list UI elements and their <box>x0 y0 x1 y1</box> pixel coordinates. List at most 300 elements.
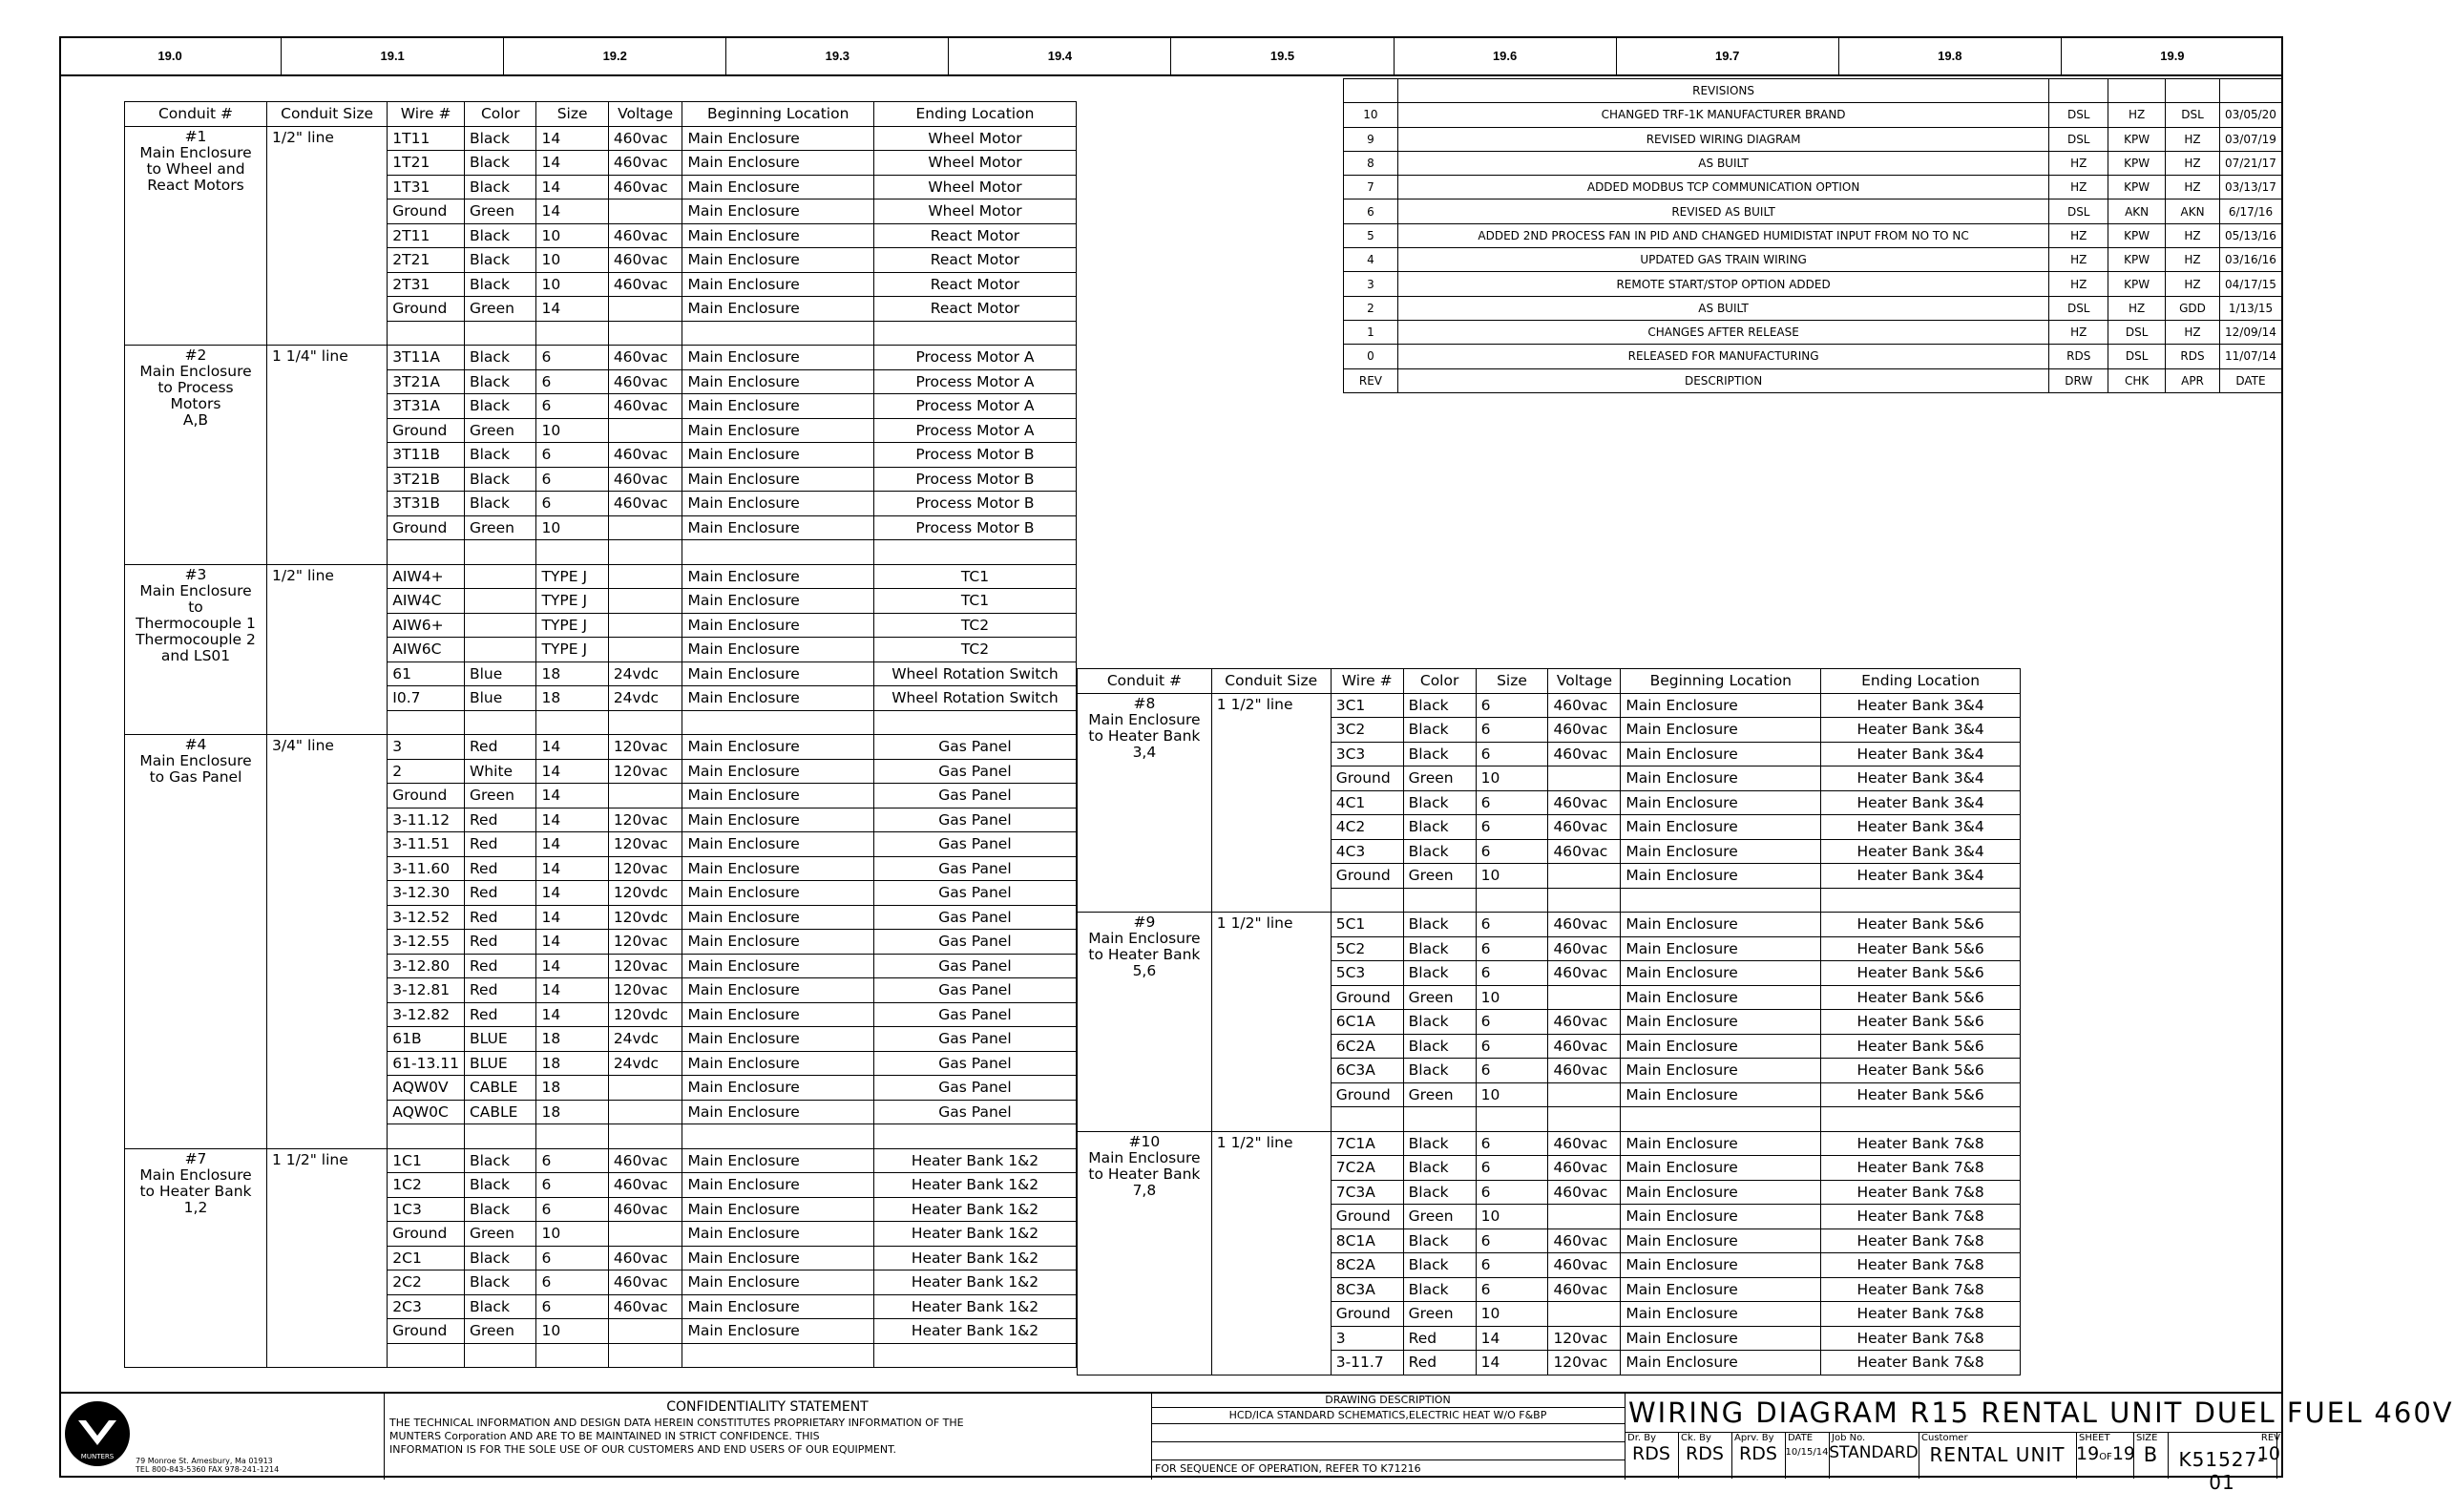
beginning-location: Main Enclosure <box>1621 718 1821 743</box>
beginning-location: Main Enclosure <box>1621 815 1821 840</box>
beginning-location: Main Enclosure <box>682 467 873 492</box>
wire-number: 4C1 <box>1331 790 1403 815</box>
confidentiality-title: CONFIDENTIALITY STATEMENT <box>666 1399 869 1415</box>
revision-row <box>1344 320 2282 344</box>
wire-voltage <box>608 321 682 346</box>
wire-color: Blue <box>464 662 535 686</box>
job-number-label: Job No. <box>1832 1433 1866 1443</box>
wire-voltage <box>1548 888 1621 913</box>
ending-location: Process Motor A <box>873 346 1076 370</box>
rev-checked: KPW <box>2108 223 2166 247</box>
rev-number: 6 <box>1344 200 1398 223</box>
conduit-label: #1 Main Enclosure to Wheel and React Motors <box>125 126 267 346</box>
wire-size: TYPE J <box>536 564 608 589</box>
wire-voltage: 460vac <box>1548 1277 1621 1302</box>
ending-location: Gas Panel <box>873 1002 1076 1027</box>
ending-location: Heater Bank 1&2 <box>873 1319 1076 1344</box>
beginning-location: Main Enclosure <box>1621 985 1821 1010</box>
wire-size: 6 <box>536 1270 608 1295</box>
conduit-label: #10 Main Enclosure to Heater Bank 7,8 <box>1078 1131 1212 1375</box>
wire-color <box>1403 888 1476 913</box>
wire-voltage <box>608 200 682 224</box>
wire-voltage <box>608 1100 682 1124</box>
wire-color: Black <box>1403 1228 1476 1253</box>
wire-size: 14 <box>536 808 608 832</box>
rev-date: 03/07/19 <box>2219 127 2281 151</box>
beginning-location: Main Enclosure <box>682 1002 873 1027</box>
wire-number: 3-12.55 <box>388 930 465 955</box>
conduit-size: 1 1/2" line <box>1211 1131 1331 1375</box>
rev-approved: RDS <box>2166 345 2220 368</box>
wire-number: 6C3A <box>1331 1059 1403 1083</box>
wire-size <box>536 321 608 346</box>
wire-color: Black <box>1403 815 1476 840</box>
rev-approved: AKN <box>2166 200 2220 223</box>
wire-color: Black <box>464 1197 535 1222</box>
beginning-location: Main Enclosure <box>682 1197 873 1222</box>
table-row <box>125 346 1077 370</box>
ending-location: Gas Panel <box>873 808 1076 832</box>
wire-number: 5C2 <box>1331 936 1403 961</box>
revision-row <box>1344 151 2282 175</box>
rev-checked: KPW <box>2108 151 2166 175</box>
ending-location: Heater Bank 1&2 <box>873 1246 1076 1270</box>
wire-size: 6 <box>536 443 608 468</box>
wire-voltage: 460vac <box>608 126 682 151</box>
wire-number: 2 <box>388 759 465 784</box>
wire-color: Red <box>464 832 535 857</box>
beginning-location: Main Enclosure <box>682 589 873 614</box>
beginning-location: Main Enclosure <box>682 1051 873 1076</box>
wire-number <box>388 1343 465 1368</box>
wire-size: 14 <box>536 784 608 808</box>
header-ending-location: Ending Location <box>873 102 1076 127</box>
ending-location: React Motor <box>873 272 1076 297</box>
conduit-size: 1/2" line <box>266 126 387 346</box>
beginning-location: Main Enclosure <box>1621 1351 1821 1376</box>
wire-size: 14 <box>536 200 608 224</box>
beginning-location: Main Enclosure <box>682 881 873 906</box>
revision-row <box>1344 127 2282 151</box>
beginning-location: Main Enclosure <box>682 200 873 224</box>
ending-location: Gas Panel <box>873 1100 1076 1124</box>
ending-location: React Motor <box>873 248 1076 273</box>
wire-color: Red <box>464 905 535 930</box>
ending-location: TC2 <box>873 638 1076 662</box>
wire-color <box>464 589 535 614</box>
ending-location: Heater Bank 5&6 <box>1821 913 2021 937</box>
wire-voltage: 120vac <box>608 856 682 881</box>
beginning-location: Main Enclosure <box>1621 1034 1821 1059</box>
zone-label: 19.1 <box>282 36 504 74</box>
wire-size: 18 <box>536 1051 608 1076</box>
rev-number: 5 <box>1344 223 1398 247</box>
ending-location: Wheel Motor <box>873 175 1076 200</box>
wire-color: Green <box>464 784 535 808</box>
approved-by-value: RDS <box>1739 1443 1777 1464</box>
beginning-location: Main Enclosure <box>682 515 873 540</box>
table-row <box>125 735 1077 760</box>
ending-location: Heater Bank 3&4 <box>1821 742 2021 766</box>
ending-location: Gas Panel <box>873 1076 1076 1101</box>
wire-voltage: 460vac <box>1548 1131 1621 1156</box>
revision-row <box>1344 103 2282 127</box>
beginning-location: Main Enclosure <box>682 1294 873 1319</box>
wire-voltage: 460vac <box>608 1173 682 1198</box>
conduit-size: 1/2" line <box>266 564 387 735</box>
beginning-location: Main Enclosure <box>1621 790 1821 815</box>
ending-location: Process Motor B <box>873 492 1076 516</box>
wire-size: 10 <box>536 418 608 443</box>
beginning-location: Main Enclosure <box>682 151 873 176</box>
ending-location: Gas Panel <box>873 759 1076 784</box>
checked-by-value: RDS <box>1686 1443 1724 1464</box>
wire-number: 3-11.12 <box>388 808 465 832</box>
wire-size <box>1476 888 1548 913</box>
wire-color: Black <box>1403 961 1476 986</box>
ending-location: Heater Bank 7&8 <box>1821 1228 2021 1253</box>
wire-color: Black <box>1403 1277 1476 1302</box>
wire-size: 6 <box>1476 1228 1548 1253</box>
wire-voltage <box>1548 1302 1621 1327</box>
wire-size: 6 <box>1476 718 1548 743</box>
drawn-by-label: Dr. By <box>1627 1433 1657 1443</box>
beginning-location: Main Enclosure <box>1621 1228 1821 1253</box>
wire-color: BLUE <box>464 1027 535 1052</box>
wire-color: Green <box>1403 1082 1476 1107</box>
ending-location: Process Motor B <box>873 515 1076 540</box>
wire-size <box>536 710 608 735</box>
wire-color <box>464 613 535 638</box>
rev-approved: DSL <box>2166 103 2220 127</box>
wire-voltage: 120vac <box>608 930 682 955</box>
ending-location: Gas Panel <box>873 735 1076 760</box>
beginning-location: Main Enclosure <box>682 297 873 322</box>
wire-size: 6 <box>536 492 608 516</box>
beginning-location: Main Enclosure <box>682 978 873 1003</box>
rev-value: 10 <box>2256 1443 2280 1464</box>
wire-size: 6 <box>536 394 608 419</box>
rev-date: 11/07/14 <box>2219 345 2281 368</box>
wire-size: 14 <box>536 832 608 857</box>
wire-size <box>536 1343 608 1368</box>
rev-checked: AKN <box>2108 200 2166 223</box>
ending-location: Heater Bank 7&8 <box>1821 1205 2021 1229</box>
wire-number: AIW6+ <box>388 613 465 638</box>
rev-drawn: DSL <box>2049 296 2108 320</box>
rev-date: 03/16/16 <box>2219 248 2281 272</box>
ending-location: Heater Bank 5&6 <box>1821 961 2021 986</box>
wire-voltage: 460vac <box>1548 1034 1621 1059</box>
conduit-label: #9 Main Enclosure to Heater Bank 5,6 <box>1078 913 1212 1132</box>
rev-number: 9 <box>1344 127 1398 151</box>
beginning-location: Main Enclosure <box>682 613 873 638</box>
wire-color <box>464 321 535 346</box>
ending-location: Heater Bank 1&2 <box>873 1148 1076 1173</box>
wire-size: 6 <box>1476 1010 1548 1035</box>
wire-color: Red <box>464 930 535 955</box>
wire-color: Black <box>464 223 535 248</box>
wire-color: Black <box>464 394 535 419</box>
wire-size <box>1476 1107 1548 1132</box>
wire-number: 8C3A <box>1331 1277 1403 1302</box>
ending-location: Heater Bank 1&2 <box>873 1197 1076 1222</box>
beginning-location: Main Enclosure <box>682 346 873 370</box>
wire-color: Green <box>464 515 535 540</box>
wire-size: 6 <box>1476 1059 1548 1083</box>
beginning-location <box>682 321 873 346</box>
wire-voltage: 460vac <box>608 175 682 200</box>
wire-color: Black <box>1403 1180 1476 1205</box>
rev-label: REV <box>2260 1433 2280 1443</box>
beginning-location: Main Enclosure <box>682 954 873 978</box>
wire-voltage: 120vac <box>608 759 682 784</box>
sheet-label: SHEET <box>2079 1433 2110 1443</box>
wire-color: Green <box>1403 766 1476 791</box>
wire-number: 3-12.30 <box>388 881 465 906</box>
wire-size: 6 <box>1476 815 1548 840</box>
ending-location: Heater Bank 3&4 <box>1821 718 2021 743</box>
wire-number: 3T11A <box>388 346 465 370</box>
beginning-location <box>682 1343 873 1368</box>
sequence-reference: FOR SEQUENCE OF OPERATION, REFER TO K71216 <box>1155 1462 1421 1475</box>
conduit-label: #2 Main Enclosure to Process Motors A,B <box>125 346 267 565</box>
ending-location: Wheel Motor <box>873 151 1076 176</box>
wire-size: 6 <box>536 1173 608 1198</box>
wire-number: 1C2 <box>388 1173 465 1198</box>
rev-checked: HZ <box>2108 296 2166 320</box>
wire-color: Black <box>1403 913 1476 937</box>
wire-number: Ground <box>1331 1082 1403 1107</box>
wire-color: Black <box>464 248 535 273</box>
wire-number: 3 <box>1331 1326 1403 1351</box>
wire-voltage <box>608 1222 682 1247</box>
wire-color: Green <box>464 1319 535 1344</box>
rev-description: CHANGES AFTER RELEASE <box>1397 320 2048 344</box>
beginning-location: Main Enclosure <box>1621 1059 1821 1083</box>
ending-location: TC1 <box>873 564 1076 589</box>
wire-number: 4C2 <box>1331 815 1403 840</box>
wire-voltage <box>608 418 682 443</box>
wire-number: 3-12.82 <box>388 1002 465 1027</box>
ending-location: Heater Bank 1&2 <box>873 1270 1076 1295</box>
conduit-size: 3/4" line <box>266 735 387 1149</box>
ending-location: Gas Panel <box>873 1051 1076 1076</box>
ending-location: Gas Panel <box>873 1027 1076 1052</box>
wire-voltage: 460vac <box>1548 1010 1621 1035</box>
beginning-location: Main Enclosure <box>682 223 873 248</box>
wire-color: White <box>464 759 535 784</box>
wire-color: Green <box>1403 864 1476 889</box>
size-label: SIZE <box>2136 1433 2158 1443</box>
wire-size: 6 <box>1476 1253 1548 1278</box>
beginning-location <box>682 540 873 565</box>
wire-color: Blue <box>464 686 535 711</box>
wire-number: 7C1A <box>1331 1131 1403 1156</box>
ending-location: Process Motor B <box>873 443 1076 468</box>
revisions-title: REVISIONS <box>1397 79 2048 103</box>
wire-voltage <box>608 1319 682 1344</box>
header-beginning-location: Beginning Location <box>1621 669 1821 694</box>
beginning-location <box>1621 888 1821 913</box>
rev-description: UPDATED GAS TRAIN WIRING <box>1397 248 2048 272</box>
wire-voltage <box>1548 985 1621 1010</box>
ending-location: Gas Panel <box>873 856 1076 881</box>
wire-color: Black <box>1403 1156 1476 1181</box>
rev-date: 03/13/17 <box>2219 176 2281 200</box>
drawing-description <box>1151 1394 1626 1480</box>
header-ending-location: Ending Location <box>1821 669 2021 694</box>
wire-color: Black <box>1403 1034 1476 1059</box>
conduit-label: #4 Main Enclosure to Gas Panel <box>125 735 267 1149</box>
header-wire: Wire # <box>388 102 465 127</box>
wire-color: Black <box>464 369 535 394</box>
wire-voltage <box>608 589 682 614</box>
wire-voltage: 120vac <box>1548 1351 1621 1376</box>
ending-location: Process Motor B <box>873 467 1076 492</box>
wire-number: 61B <box>388 1027 465 1052</box>
wire-voltage: 460vac <box>608 1148 682 1173</box>
wire-size: 14 <box>536 930 608 955</box>
ending-location: Process Motor A <box>873 394 1076 419</box>
revisions-table <box>1343 78 2282 393</box>
ending-location: React Motor <box>873 297 1076 322</box>
beginning-location: Main Enclosure <box>1621 1326 1821 1351</box>
conduit-label: #7 Main Enclosure to Heater Bank 1,2 <box>125 1148 267 1368</box>
rev-description: RELEASED FOR MANUFACTURING <box>1397 345 2048 368</box>
rev-drawn: HZ <box>2049 248 2108 272</box>
rev-approved: HZ <box>2166 127 2220 151</box>
beginning-location: Main Enclosure <box>682 1246 873 1270</box>
approved-by-label: Aprv. By <box>1734 1433 1774 1443</box>
description-title: DRAWING DESCRIPTION <box>1151 1394 1625 1408</box>
wire-voltage: 460vac <box>1548 790 1621 815</box>
wire-size: 6 <box>1476 1131 1548 1156</box>
ending-location: Heater Bank 7&8 <box>1821 1131 2021 1156</box>
wire-number: 3-12.52 <box>388 905 465 930</box>
wire-voltage: 460vac <box>608 272 682 297</box>
wire-color: Black <box>464 1270 535 1295</box>
rev-drawn: DSL <box>2049 200 2108 223</box>
wire-size: 10 <box>1476 1082 1548 1107</box>
ending-location: Heater Bank 5&6 <box>1821 985 2021 1010</box>
wire-color: Red <box>464 881 535 906</box>
zone-label: 19.7 <box>1617 36 1839 74</box>
rev-description: REMOTE START/STOP OPTION ADDED <box>1397 272 2048 296</box>
wire-color: Red <box>464 1002 535 1027</box>
rev-drawn: HZ <box>2049 272 2108 296</box>
customer-label: Customer <box>1921 1433 1968 1443</box>
wire-color: Green <box>464 418 535 443</box>
beginning-location: Main Enclosure <box>682 1319 873 1344</box>
wire-number: Ground <box>1331 985 1403 1010</box>
logo-text: MUNTERS <box>80 1453 115 1460</box>
ending-location: Gas Panel <box>873 832 1076 857</box>
beginning-location: Main Enclosure <box>682 638 873 662</box>
table-row <box>1078 693 2021 718</box>
wire-voltage: 460vac <box>608 1197 682 1222</box>
ending-location: Heater Bank 7&8 <box>1821 1302 2021 1327</box>
table-row <box>1078 913 2021 937</box>
beginning-location: Main Enclosure <box>682 369 873 394</box>
beginning-location: Main Enclosure <box>682 564 873 589</box>
description-line: HCD/ICA STANDARD SCHEMATICS,ELECTRIC HEAT W/O F&BP <box>1151 1408 1625 1424</box>
zone-ruler <box>59 36 2283 76</box>
wire-size: 6 <box>1476 1180 1548 1205</box>
rev-description: REVISED WIRING DIAGRAM <box>1397 127 2048 151</box>
revision-row <box>1344 248 2282 272</box>
wire-size: 14 <box>1476 1326 1548 1351</box>
wire-number: Ground <box>388 1222 465 1247</box>
wire-color: Black <box>1403 693 1476 718</box>
rev-approved: HZ <box>2166 176 2220 200</box>
rev-footer-rev: REV <box>1344 368 1398 392</box>
ending-location: Heater Bank 3&4 <box>1821 864 2021 889</box>
wire-number: Ground <box>388 200 465 224</box>
ending-location: Gas Panel <box>873 954 1076 978</box>
beginning-location: Main Enclosure <box>682 248 873 273</box>
wire-size: 6 <box>536 1148 608 1173</box>
wire-size: 14 <box>536 881 608 906</box>
wire-voltage: 460vac <box>608 467 682 492</box>
ending-location: Heater Bank 3&4 <box>1821 766 2021 791</box>
wire-number: 3C1 <box>1331 693 1403 718</box>
wire-number: 1C1 <box>388 1148 465 1173</box>
title-block <box>59 1392 2454 1494</box>
wire-color: Black <box>464 1148 535 1173</box>
drawn-by-value: RDS <box>1632 1443 1670 1464</box>
wire-voltage: 24vdc <box>608 686 682 711</box>
wire-voltage: 460vac <box>608 151 682 176</box>
beginning-location: Main Enclosure <box>1621 1302 1821 1327</box>
munters-logo-icon <box>59 1397 136 1474</box>
wire-color: Black <box>464 1294 535 1319</box>
customer-value: RENTAL UNIT <box>1929 1443 2066 1466</box>
beginning-location: Main Enclosure <box>682 662 873 686</box>
wire-color <box>464 564 535 589</box>
wire-size: 14 <box>536 297 608 322</box>
wire-voltage: 120vac <box>1548 1326 1621 1351</box>
wire-table-right <box>1077 668 2021 1376</box>
wire-voltage <box>608 1343 682 1368</box>
rev-drawn: HZ <box>2049 223 2108 247</box>
wire-color: Green <box>1403 1302 1476 1327</box>
wire-size: 6 <box>1476 961 1548 986</box>
sheet-number: 19 <box>2076 1443 2100 1464</box>
wire-voltage <box>608 784 682 808</box>
wire-color: Black <box>1403 1010 1476 1035</box>
rev-drawn: HZ <box>2049 151 2108 175</box>
wire-size: 14 <box>536 1002 608 1027</box>
wire-number: 7C2A <box>1331 1156 1403 1181</box>
ending-location: Heater Bank 5&6 <box>1821 936 2021 961</box>
ending-location: Wheel Motor <box>873 200 1076 224</box>
wire-size: 10 <box>1476 864 1548 889</box>
wire-number: 3-11.7 <box>1331 1351 1403 1376</box>
header-voltage: Voltage <box>608 102 682 127</box>
zone-label: 19.4 <box>949 36 1171 74</box>
wire-number: 3 <box>388 735 465 760</box>
conduit-label: #3 Main Enclosure to Thermocouple 1 Thermocouple 2 and LS01 <box>125 564 267 735</box>
wire-color <box>464 710 535 735</box>
wire-size: TYPE J <box>536 638 608 662</box>
rev-number: 0 <box>1344 345 1398 368</box>
beginning-location: Main Enclosure <box>682 272 873 297</box>
rev-checked: KPW <box>2108 127 2166 151</box>
beginning-location: Main Enclosure <box>682 686 873 711</box>
wire-voltage <box>608 1076 682 1101</box>
wire-voltage: 24vdc <box>608 1051 682 1076</box>
